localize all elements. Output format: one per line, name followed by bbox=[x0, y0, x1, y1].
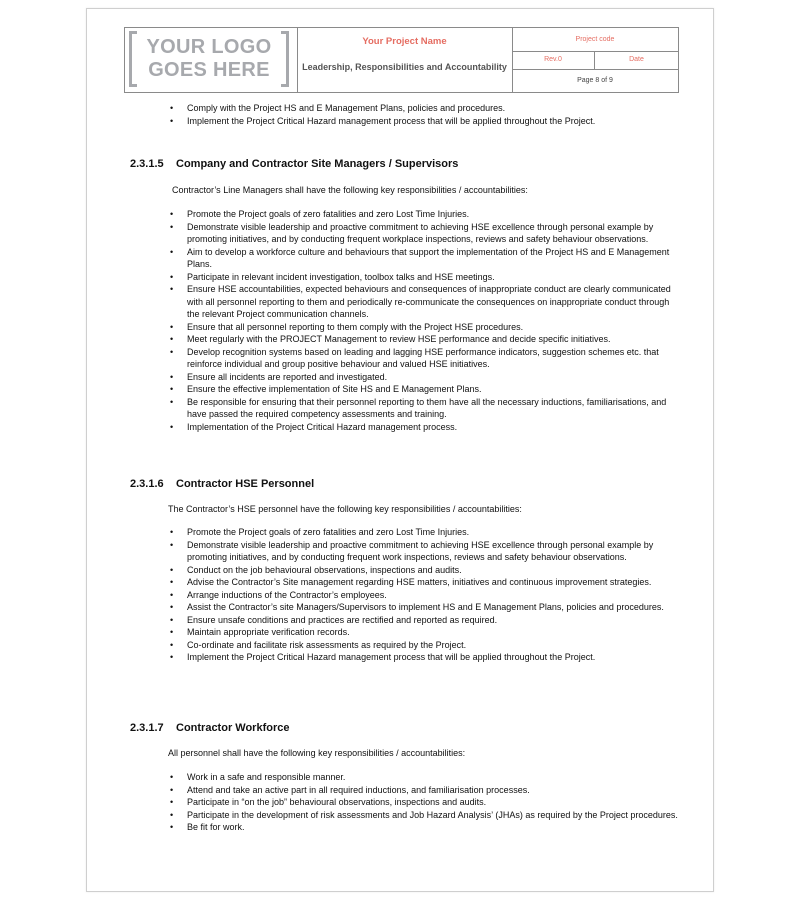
list-item: • Promote the Project goals of zero fatalities and zero Lost Time Injuries. bbox=[168, 526, 680, 539]
section-bullet-list bbox=[168, 208, 680, 433]
section-bullet-list bbox=[168, 771, 680, 834]
list-item: • Assist the Contractor’s site Managers/Supervisors to implement HS and E Management Plans, policies and procedures. bbox=[168, 601, 680, 614]
list-item: • Be responsible for ensuring that their personnel reporting to them have all the necessary inductions, familiarisations, and have passed the required competency assessments and training. bbox=[168, 396, 680, 421]
list-item: • Participate in relevant incident investigation, toolbox talks and HSE meetings. bbox=[168, 271, 680, 284]
date: Date bbox=[595, 51, 678, 70]
section-title: Company and Contractor Site Managers / Supervisors bbox=[176, 158, 459, 170]
list-item: • Meet regularly with the PROJECT Management to review HSE performance and decide specific initiatives. bbox=[168, 333, 680, 346]
list-item: • Ensure HSE accountabilities, expected behaviours and consequences of inappropriate conduct are clearly communicated with all personnel reporting to them and periodically re-communicate the consequences on inappropriate conduct through the relevant Project communication channels. bbox=[168, 283, 680, 321]
list-item: • Ensure unsafe conditions and practices are rectified and reported as required. bbox=[168, 614, 680, 627]
logo-placeholder bbox=[129, 31, 289, 87]
document-title: Leadership, Responsibilities and Accountability bbox=[302, 62, 507, 72]
revision: Rev.0 bbox=[512, 51, 595, 70]
project-code: Project code bbox=[512, 28, 678, 52]
list-item: • Comply with the Project HS and E Management Plans, policies and procedures. bbox=[168, 102, 680, 115]
list-item: • Demonstrate visible leadership and proactive commitment to achieving HSE excellence through personal example by promoting initiatives, and by conducting frequent workplace inspections, reviews and safety behaviour observations. bbox=[168, 221, 680, 246]
page-number: Page 8 of 9 bbox=[577, 77, 613, 84]
list-item: • Participate in the development of risk assessments and Job Hazard Analysis’ (JHAs) as required by the Project procedures. bbox=[168, 809, 680, 822]
list-item: • Attend and take an active part in all required inductions, and familiarisation processes. bbox=[168, 784, 680, 797]
logo-text bbox=[129, 36, 289, 82]
list-item: • Arrange inductions of the Contractor’s employees. bbox=[168, 589, 680, 602]
project-name: Your Project Name bbox=[362, 36, 447, 47]
section-intro: Contractor’s Line Managers shall have the following key responsibilities / accountabilities: bbox=[172, 185, 528, 195]
list-item: • Demonstrate visible leadership and proactive commitment to achieving HSE excellence through personal example by promoting initiatives, and by conducting frequent work inspections, reviews and safety behaviour observations. bbox=[168, 539, 680, 564]
list-item: • Maintain appropriate verification records. bbox=[168, 626, 680, 639]
list-item: • Advise the Contractor’s Site management regarding HSE matters, initiatives and continuous improvement strategies. bbox=[168, 576, 680, 589]
section-intro: The Contractor’s HSE personnel have the following key responsibilities / accountabilities: bbox=[168, 504, 522, 514]
section-number: 2.3.1.5 bbox=[130, 158, 164, 170]
list-item: • Co-ordinate and facilitate risk assessments as required by the Project. bbox=[168, 639, 680, 652]
title-cell bbox=[297, 28, 513, 92]
logo-cell bbox=[125, 28, 298, 92]
document-page bbox=[86, 8, 714, 892]
section-intro: All personnel shall have the following key responsibilities / accountabilities: bbox=[168, 748, 466, 758]
list-item: • Work in a safe and responsible manner. bbox=[168, 771, 680, 784]
section-number: 2.3.1.6 bbox=[130, 478, 164, 490]
list-item: • Implementation of the Project Critical Hazard management process. bbox=[168, 421, 680, 434]
list-item: • Participate in “on the job” behavioural observations, inspections and audits. bbox=[168, 796, 680, 809]
list-item: • Implement the Project Critical Hazard management process that will be applied throughout the Project. bbox=[168, 651, 680, 664]
section-heading bbox=[130, 158, 458, 170]
meta-cell bbox=[512, 28, 678, 92]
list-item: • Implement the Project Critical Hazard management process that will be applied throughout the Project. bbox=[168, 115, 680, 128]
section-title: Contractor HSE Personnel bbox=[176, 478, 315, 490]
list-item: • Be fit for work. bbox=[168, 821, 680, 834]
list-item: • Ensure that all personnel reporting to them comply with the Project HSE procedures. bbox=[168, 321, 680, 334]
document-header bbox=[124, 27, 679, 93]
section-heading bbox=[130, 478, 314, 490]
section-heading bbox=[130, 722, 289, 734]
list-item: • Aim to develop a workforce culture and behaviours that support the implementation of the Project HS and E Management Plans. bbox=[168, 246, 680, 271]
section-bullet-list bbox=[168, 526, 680, 664]
section-title: Contractor Workforce bbox=[176, 722, 290, 734]
list-item: • Ensure all incidents are reported and investigated. bbox=[168, 371, 680, 384]
logo-line2: GOES HERE bbox=[148, 59, 270, 81]
list-item: • Develop recognition systems based on leading and lagging HSE performance indicators, suggestion schemes etc. that reinforce individual and group positive behaviour and valued HSE initiatives. bbox=[168, 346, 680, 371]
top-bullet-list bbox=[168, 102, 680, 127]
list-item: • Conduct on the job behavioural observations, inspections and audits. bbox=[168, 564, 680, 577]
logo-line1: YOUR LOGO bbox=[146, 36, 272, 58]
section-number: 2.3.1.7 bbox=[130, 722, 164, 734]
list-item: • Promote the Project goals of zero fatalities and zero Lost Time Injuries. bbox=[168, 208, 680, 221]
list-item: • Ensure the effective implementation of Site HS and E Management Plans. bbox=[168, 383, 680, 396]
